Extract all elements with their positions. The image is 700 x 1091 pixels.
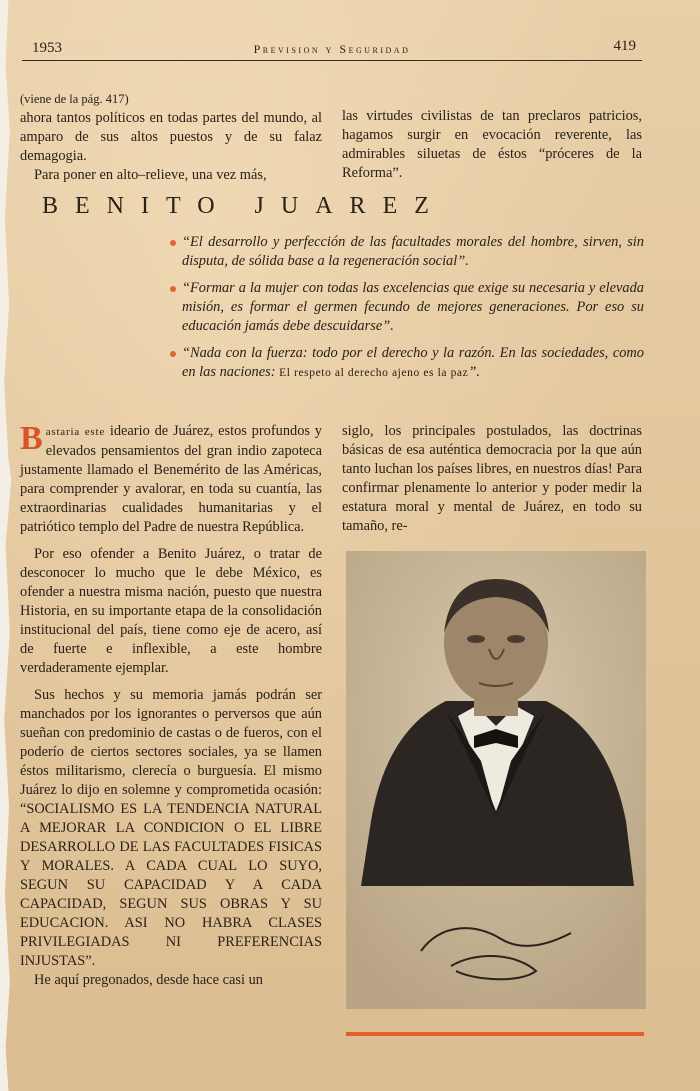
bullet-icon	[170, 240, 176, 246]
drop-cap: B	[20, 420, 43, 457]
quote-text: “Nada con la fuerza: todo por el derecho y la razón. En las sociedades, como en las naciones:	[182, 345, 644, 380]
quote-text: “El desarrollo y perfección de las facultades morales del hombre, sirven, sin disputa, de sólida base a la regeneración social”.	[182, 234, 644, 269]
portrait-illustration	[346, 551, 646, 1009]
intro-paragraph: Para poner en alto–relieve, una vez más,	[34, 167, 267, 183]
bullet-icon	[170, 286, 176, 292]
body-text: ideario de Juárez, estos profundos y elevados pensamientos del gran indio zapoteca justamente llamado el Benemérito de las Américas, para comprender y avalorar, en toda su cuantía, las extraordinarias cualidades humanitarias y el patriótico templo del Padre de nuestra República.	[20, 423, 322, 535]
body-paragraph: siglo, los principales postulados, las doctrinas básicas de esa auténtica democracia por la que aún tanto luchan los países libres, en nuestros días! Para confirmar plenamente lo anterior y poder medir la estatura moral y mental de Juárez, en todo su tamaño, re-	[342, 423, 642, 534]
quote-small-caps: El respeto al derecho ajeno es la paz	[279, 367, 469, 379]
body-paragraph	[20, 422, 322, 537]
quotes-block	[170, 233, 644, 391]
torn-page-edge	[0, 0, 14, 1091]
quote-end: ”.	[468, 364, 480, 380]
body-left-column	[20, 422, 322, 990]
intro-paragraph: las virtudes civilistas de tan preclaros patricios, hagamos surgir en evocación reverente, las admirables siluetas de éstos “próceres de la Reforma”.	[342, 108, 642, 181]
page-header	[22, 38, 642, 61]
section-title: BENITO JUAREZ	[42, 193, 446, 219]
quote-item	[170, 233, 644, 271]
intro-left-column	[20, 90, 322, 185]
quote-text: “Formar a la mujer con todas las excelencias que exige su necesaria y elevada misión, es formar el germen fecundo de mejores generaciones. Por eso su educación jamás debe descuidarse”.	[182, 280, 644, 334]
intro-paragraph: ahora tantos políticos en todas partes del mundo, al amparo de sus altos puestos y de su falaz demagogia.	[20, 110, 322, 164]
quote-item	[170, 279, 644, 336]
orange-rule	[346, 1032, 644, 1036]
quote-item	[170, 344, 644, 383]
small-caps-lead: astaria este	[45, 426, 106, 438]
header-title: Prevision y Seguridad	[253, 42, 411, 56]
header-year: 1953	[32, 40, 62, 56]
body-right-column	[342, 422, 642, 536]
body-paragraph: Por eso ofender a Benito Juárez, o tratar de desconocer lo mucho que le debe México, es ofender a nuestra misma nación, puesto que nuestra Historia, en su importante etapa de la consolidación institucional del país, tiene como eje de acero, así de fuerte e inflexible, a este hombre verdaderamente ejemplar.	[20, 546, 322, 676]
body-paragraph: Sus hechos y su memoria jamás podrán ser manchados por los ignorantes o perversos que aún sueñan con predominio de castas o de fueros, con el poderío de ciertos sectores sociales, ya se llamen éstos militarismo, clerecía o burguesía. El mismo Juárez lo dijo en solemne y comprometida ocasión: “SOCIALISMO ES LA TENDENCIA NATURAL A MEJORAR LA CONDICION O EL LIBRE DESARROLLO DE LAS FACULTADES FISICAS Y MORALES. A CADA CUAL LO SUYO, SEGUN SU CAPACIDAD Y A CADA CAPACIDAD, SEGUN SUS OBRAS Y SU EDUCACION. ASI NO HABRA CLASES PRIVILEGIADAS NI PREFERENCIAS INJUSTAS”.	[20, 687, 322, 969]
page-number: 419	[613, 38, 636, 54]
intro-right-column	[342, 107, 642, 183]
bullet-icon	[170, 351, 176, 357]
body-paragraph: He aquí pregonados, desde hace casi un	[34, 972, 263, 988]
continued-note: (viene de la pág. 417)	[20, 92, 129, 106]
portrait-engraving	[346, 551, 646, 1009]
